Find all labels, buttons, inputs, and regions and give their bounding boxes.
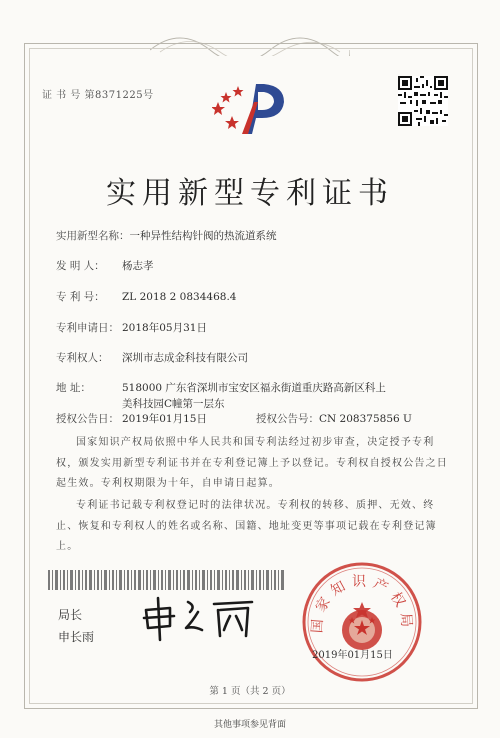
seal-text: 国家知识产权局: [309, 574, 415, 634]
page-number: 第 1 页（共 2 页）: [209, 686, 291, 697]
grant-number-label: 授权公告号：: [256, 413, 319, 425]
address-line-1: 518000 广东省深圳市宝安区福永街道重庆路高新区科上: [122, 382, 386, 394]
address-label: 地 址：: [56, 382, 91, 394]
patent-number-value: ZL 2018 2 0834468.4: [122, 291, 237, 303]
grant-number-row: [256, 411, 412, 426]
official-name: 申长雨: [58, 630, 95, 644]
footer-note: 其他事项参见背面: [213, 720, 286, 730]
filing-date-label: 专利申请日：: [56, 322, 119, 334]
grant-date-row: [56, 411, 207, 426]
patent-number-label: 专 利 号：: [56, 291, 105, 303]
patentee-label: 专利权人：: [56, 352, 109, 364]
qr-code-icon: [398, 76, 448, 126]
filing-date-value: 2018年05月31日: [122, 322, 207, 334]
signature-icon: [140, 592, 260, 644]
grant-date-label: 授权公告日：: [56, 413, 119, 425]
utility-model-name-row: [56, 228, 277, 243]
official-role: 局长: [58, 608, 83, 622]
address-label-row: [56, 380, 91, 395]
certificate-number: 证 书 号 第8371225号: [42, 90, 154, 101]
body-paragraph-2: 专利证书记载专利权登记时的法律状况。专利权的转移、质押、无效、终止、恢复和专利权人的姓名或名称、国籍、地址变更等事项记载在专利登记簿上。: [56, 500, 437, 552]
body-paragraph-1: 国家知识产权局依照中华人民共和国专利法经过初步审查，决定授予专利权，颁发实用新型专利证书并在专利登记簿上予以登记。专利权自授权公告之日起生效。专利权期限为十年，自申请日起算。: [56, 437, 448, 489]
cnipa-logo-icon: [212, 72, 294, 140]
inventor-label: 发 明 人：: [56, 260, 105, 272]
barcode-icon: [48, 570, 286, 590]
inventor-value: 杨志孝: [122, 260, 154, 272]
seal-date: 2019年01月15日: [312, 650, 393, 661]
utility-model-name-label: 实用新型名称：: [56, 230, 130, 242]
utility-model-name-value: 一种异性结构针阀的热流道系统: [129, 230, 277, 242]
grant-number-value: CN 208375856 U: [319, 413, 412, 425]
national-emblem-seal-icon: [300, 560, 424, 684]
patentee-row: [56, 350, 248, 365]
document-title: 实用新型专利证书: [106, 176, 394, 211]
patentee-value: 深圳市志成金科技有限公司: [122, 352, 248, 364]
filing-date-row: [56, 320, 207, 335]
address-line-2: 美科技园C幢第一层东: [122, 398, 225, 410]
inventor-row: [56, 258, 154, 273]
grant-date-value: 2019年01月15日: [122, 413, 207, 425]
patent-number-row: [56, 289, 236, 304]
